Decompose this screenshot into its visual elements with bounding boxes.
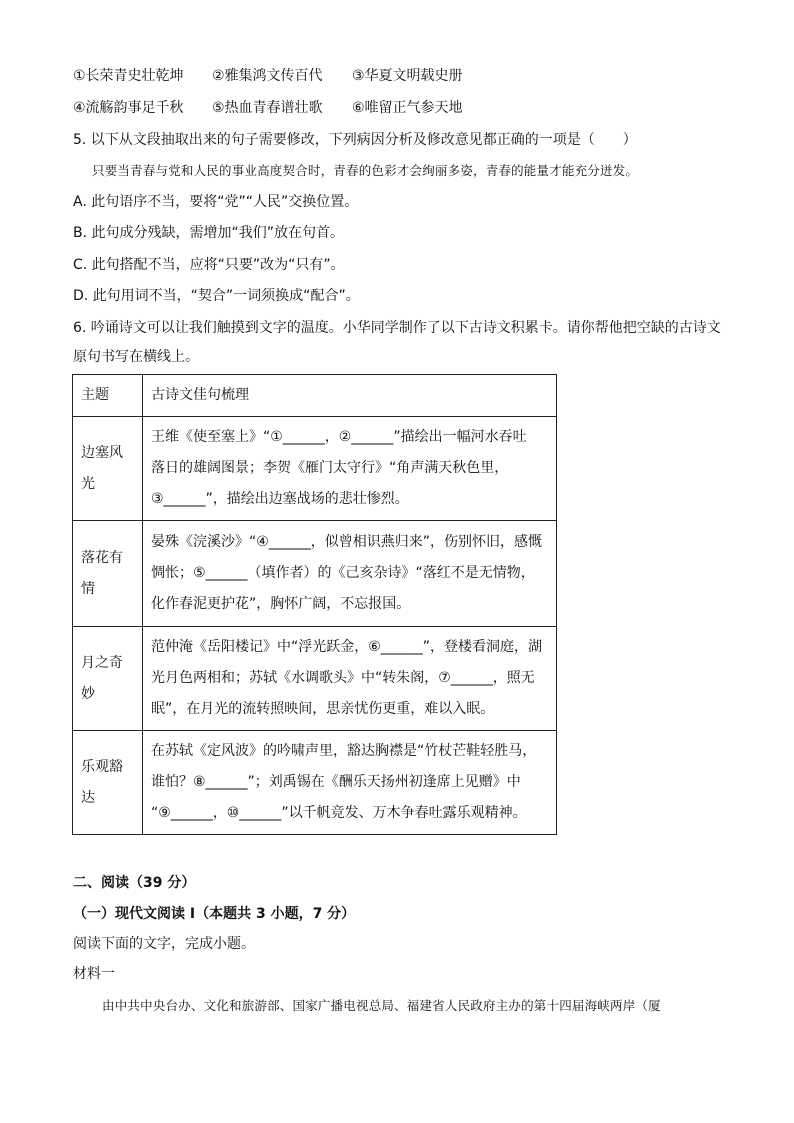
table-header-row (73, 375, 557, 417)
content-line: 晏殊《浣溪沙》“④______，似曾相识燕归来”，伤别怀旧，感慨 (151, 534, 543, 550)
topic-line: 乐观豁 (81, 758, 123, 775)
content-line: 光月色两相和；苏轼《水调歌头》中“转朱阁，⑦______，照无 (151, 670, 535, 686)
option-4: ④流觞韵事足千秋 (73, 100, 184, 116)
material-label: 材料一 (73, 966, 115, 982)
row-topic (73, 731, 143, 835)
question-5-option-a: A. 此句语序不当，要将“党”“人民”交换位置。 (73, 194, 359, 210)
row-content (143, 417, 557, 521)
topic-line: 情 (81, 580, 95, 597)
topic-line: 边塞风 (81, 444, 123, 461)
content-line: ③______”，描绘出边塞战场的悲壮惨烈。 (151, 491, 409, 507)
content-line: 化作春泥更护花”，胸怀广阔，不忘报国。 (151, 596, 411, 612)
content-line: 惆怅；⑤______（填作者）的《己亥杂诗》“落红不是无情物， (151, 565, 535, 581)
question-6-stem-line-1: 6. 吟诵诗文可以让我们触摸到文字的温度。小华同学制作了以下古诗文积累卡。请你帮他把空缺的古诗文 (73, 320, 721, 336)
question-5-option-c: C. 此句搭配不当，应将“只要”改为“只有”。 (73, 257, 345, 273)
question-5-option-b: B. 此句成分残缺，需增加“我们”放在句首。 (73, 225, 345, 241)
row-content (143, 627, 557, 731)
material-text: 由中共中央台办、文化和旅游部、国家广播电视总局、福建省人民政府主办的第十四届海峡两岸（厦 (102, 998, 661, 1013)
poetry-card-table (72, 374, 557, 835)
question-5-option-d: D. 此句用词不当，“契合”一词须换成“配合”。 (73, 288, 360, 304)
topic-line: 妙 (81, 685, 95, 702)
question-6-stem-line-2: 原句书写在横线上。 (73, 349, 199, 365)
table-row (73, 627, 557, 731)
option-1: ①长荣青史壮乾坤 (73, 68, 184, 84)
topic-line: 达 (81, 789, 95, 806)
content-line: 王维《使至塞上》“①______，②______”描绘出一幅河水吞吐 (151, 429, 527, 445)
content-line: 落日的雄阔图景；李贺《雁门太守行》“角声满天秋色里， (151, 460, 509, 476)
header-content: 古诗文佳句梳理 (143, 375, 557, 417)
content-line: 在苏轼《定风波》的吟啸声里，豁达胸襟是“竹杖芒鞋轻胜马， (151, 743, 537, 759)
option-6: ⑥唯留正气参天地 (352, 100, 463, 116)
section-subtitle: （一）现代文阅读 Ⅰ（本题共 3 小题，7 分） (73, 906, 356, 922)
row-topic (73, 417, 143, 521)
topic-line: 落花有 (81, 549, 123, 566)
row-content (143, 731, 557, 835)
row-content (143, 521, 557, 627)
content-line: 范仲淹《岳阳楼记》中“浮光跃金，⑥______”，登楼看洞庭，湖 (151, 639, 543, 655)
content-line: 眠”，在月光的流转照映间，思亲忧伤更重，难以入眠。 (151, 701, 495, 717)
topic-line: 光 (81, 475, 95, 492)
topic-line: 月之奇 (81, 654, 123, 671)
row-topic (73, 627, 143, 731)
option-5: ⑤热血青春谱壮歌 (212, 100, 323, 116)
table-row (73, 417, 557, 521)
row-topic (73, 521, 143, 627)
section-title: 二、阅读（39 分） (73, 875, 196, 891)
header-topic: 主题 (73, 375, 143, 417)
option-2: ②雅集鸿文传百代 (212, 68, 323, 84)
content-line: “⑨______，⑩______”以千帆竞发、万木争春吐露乐观精神。 (151, 805, 527, 821)
table-row (73, 521, 557, 627)
content-line: 谁怕？⑧______”；刘禹锡在《酬乐天扬州初逢席上见赠》中 (151, 774, 521, 790)
question-5-sentence: 只要当青春与党和人民的事业高度契合时，青春的色彩才会绚丽多姿，青春的能量才能充分迸发。 (92, 163, 639, 178)
question-5-stem: 5. 以下从文段抽取出来的句子需要修改，下列病因分析及修改意见都正确的一项是（ ） (73, 132, 637, 148)
option-3: ③华夏文明载史册 (352, 68, 463, 84)
table-row (73, 731, 557, 835)
reading-instruction: 阅读下面的文字，完成小题。 (73, 936, 255, 952)
